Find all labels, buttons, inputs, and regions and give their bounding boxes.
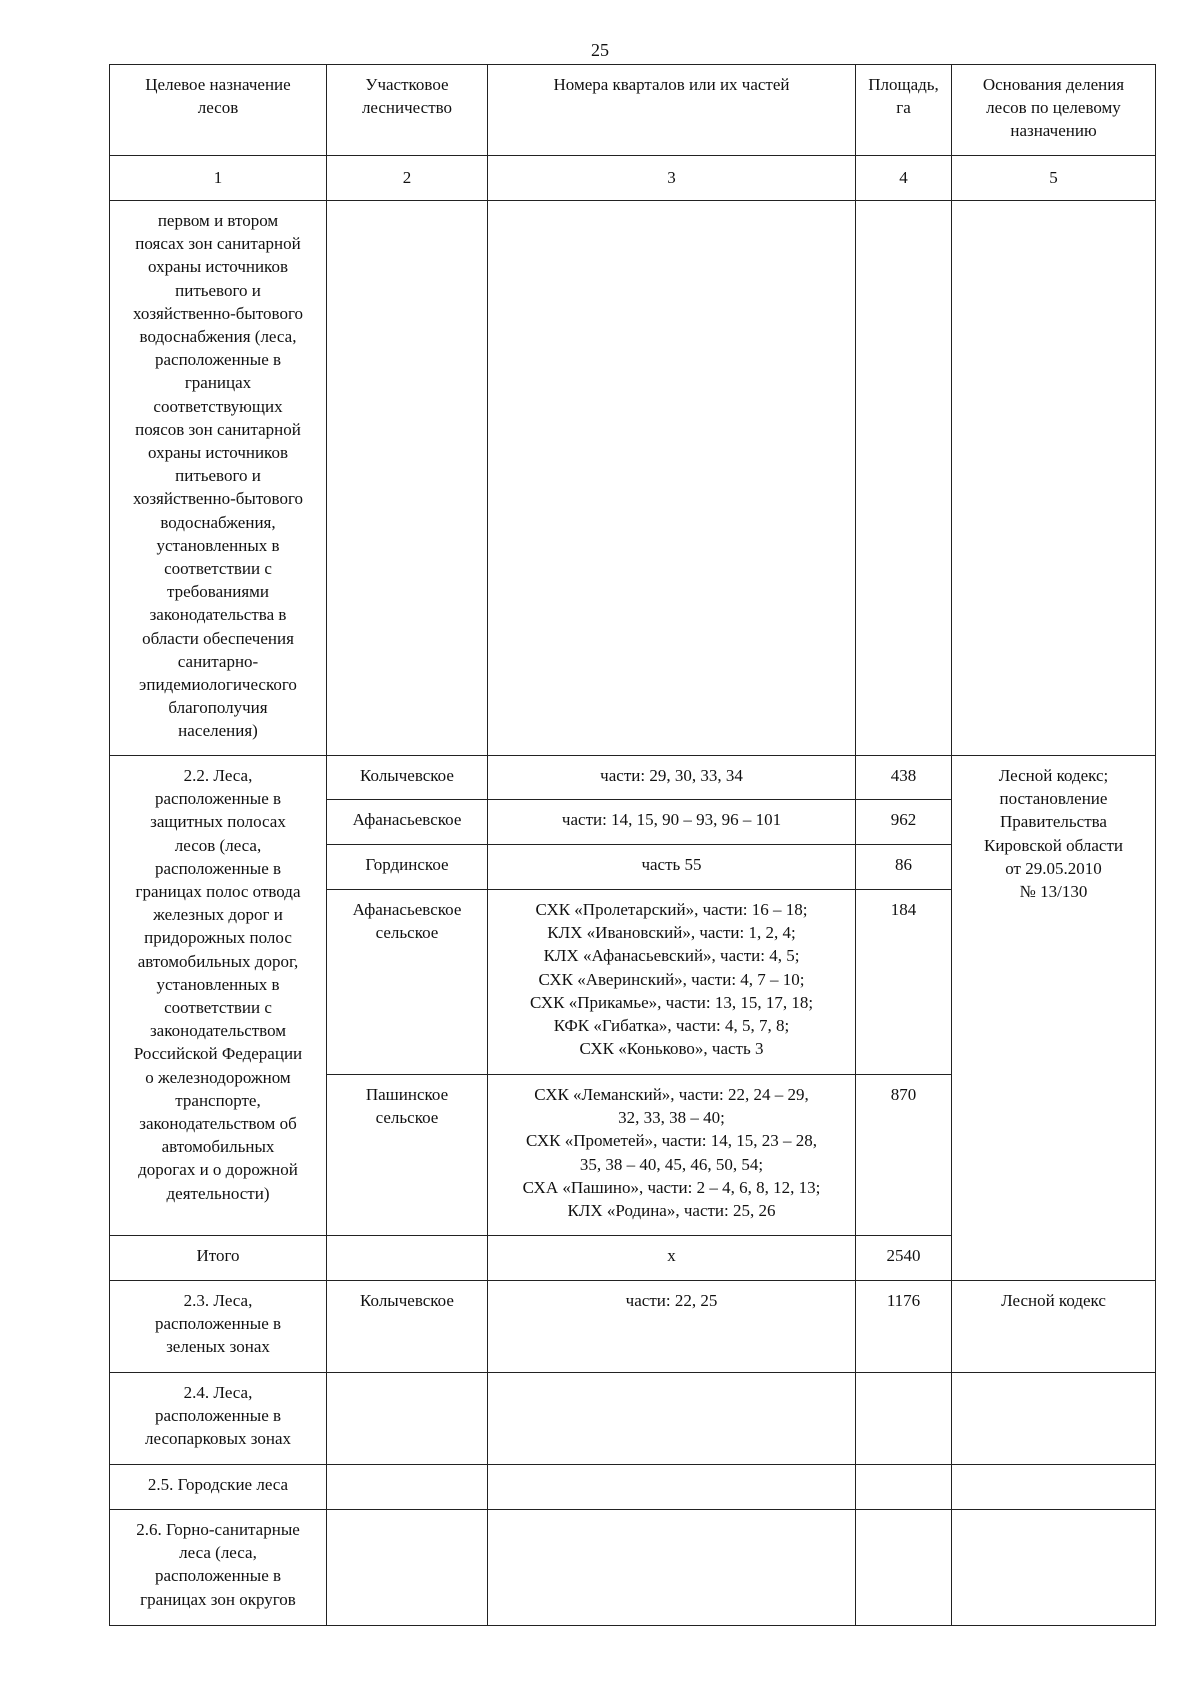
text-line: 32, 33, 38 – 40; — [618, 1108, 725, 1128]
column-number-1: 1 — [110, 156, 327, 201]
text-line: СХК «Прометей», части: 14, 15, 23 – 28, — [526, 1131, 817, 1151]
forest-purpose-table — [109, 64, 1156, 1626]
text-line: о железнодорожном — [145, 1067, 291, 1087]
text-line: питьевого и — [175, 466, 261, 486]
text-line: населения) — [178, 721, 258, 741]
text-line: расположенные в — [154, 789, 282, 809]
column-number-3: 3 — [488, 156, 856, 201]
purpose-cell-2-2 — [110, 756, 327, 1236]
text-line: поясах зон санитарной — [135, 234, 301, 254]
quarters-cell — [488, 800, 856, 845]
purpose-cell-2-5 — [110, 1465, 327, 1510]
column-number-2: 2 — [327, 156, 488, 201]
area-cell: 1176 — [856, 1281, 952, 1373]
text-line: транспорте, — [175, 1090, 261, 1110]
text-line: границах полос отвода — [135, 882, 301, 902]
text-line: Афанасьевское — [352, 810, 462, 829]
text-line: питьевого и — [175, 280, 261, 300]
text-line: первом и втором — [157, 211, 279, 230]
text-line: законодательством — [149, 1021, 287, 1041]
text-line: дорогах и о дорожной — [138, 1160, 298, 1180]
purpose-cell-water-protection — [110, 201, 327, 756]
header-basis — [952, 65, 1156, 156]
text-line: лесов по целевому — [986, 98, 1121, 118]
text-line: установленных в — [156, 974, 280, 994]
text-line: установленных в — [156, 535, 280, 555]
text-line: Лесной кодекс; — [998, 766, 1109, 785]
text-line: лесопарковых зонах — [145, 1429, 291, 1449]
text-line: 2.5. Городские леса — [147, 1475, 289, 1494]
basis-cell-empty — [952, 1510, 1156, 1626]
basis-cell-empty — [952, 1373, 1156, 1465]
text-line: Номера кварталов или их частей — [553, 75, 790, 94]
text-line: требованиями — [166, 582, 270, 602]
text-line: леса (леса, — [179, 1543, 257, 1563]
area-cell: 184 — [856, 890, 952, 1075]
header-row — [110, 65, 1156, 156]
text-line: деятельности) — [166, 1183, 270, 1203]
text-line: законодательства в — [149, 605, 287, 625]
text-line: части: 29, 30, 33, 34 — [600, 766, 743, 785]
text-line: расположенные в — [154, 350, 282, 370]
quarters-cell — [488, 1281, 856, 1373]
quarters-cell — [488, 890, 856, 1075]
quarters-cell-empty — [488, 1373, 856, 1465]
text-line: постановление — [999, 789, 1108, 809]
text-line: хозяйственно-бытового — [132, 489, 304, 509]
text-line: расположенные в — [154, 1406, 282, 1426]
quarters-cell-empty — [488, 1510, 856, 1626]
text-line: Российской Федерации — [133, 1044, 303, 1064]
page-number: 25 — [591, 40, 609, 60]
district-cell-empty — [327, 1465, 488, 1510]
basis-cell-2-3 — [952, 1281, 1156, 1373]
quarters-cell-empty — [488, 1465, 856, 1510]
text-line: 2.6. Горно-санитарные — [136, 1520, 300, 1539]
text-line: СХК «Прикамье», части: 13, 15, 17, 18; — [529, 992, 814, 1012]
text-line: часть 55 — [641, 855, 702, 874]
text-line: Гординское — [365, 855, 449, 874]
text-line: СХК «Коньково», часть 3 — [579, 1039, 764, 1059]
quarters-cell — [488, 1075, 856, 1236]
text-line: КЛХ «Родина», части: 25, 26 — [567, 1201, 776, 1221]
district-cell-empty — [327, 201, 488, 756]
district-cell-empty — [327, 1373, 488, 1465]
text-line: области обеспечения — [142, 628, 294, 648]
text-line: расположенные в — [154, 1566, 282, 1586]
purpose-cell-2-4 — [110, 1373, 327, 1465]
text-line: водоснабжения (леса, — [139, 327, 297, 347]
district-cell — [327, 1075, 488, 1236]
column-number-5: 5 — [952, 156, 1156, 201]
text-line: Пашинское — [365, 1085, 449, 1104]
text-line: от 29.05.2010 — [1005, 858, 1102, 878]
text-line: водоснабжения, — [160, 512, 276, 532]
text-line: Лесной кодекс — [1001, 1291, 1106, 1310]
text-line: благополучия — [168, 698, 268, 718]
text-line: части: 22, 25 — [625, 1291, 718, 1310]
text-line: Основания деления — [982, 75, 1125, 94]
text-line: КФК «Гибатка», части: 4, 5, 7, 8; — [553, 1016, 790, 1036]
text-line: 2.2. Леса, — [183, 766, 253, 785]
text-line: границах — [184, 373, 252, 393]
total-quarters: x — [488, 1236, 856, 1281]
text-line: соответствующих — [153, 396, 283, 416]
district-cell — [327, 800, 488, 845]
text-line: 35, 38 – 40, 45, 46, 50, 54; — [579, 1154, 764, 1174]
table-row-2-2-kolychevskoe — [110, 756, 1156, 800]
text-line: Целевое назначение — [145, 75, 291, 94]
text-line: лесов — [197, 98, 239, 118]
column-number-4: 4 — [856, 156, 952, 201]
table-row-2-4 — [110, 1373, 1156, 1465]
text-line: границах зон округов — [140, 1589, 296, 1609]
area-cell: 870 — [856, 1075, 952, 1236]
text-line: охраны источников — [148, 443, 288, 463]
text-line: придорожных полос — [144, 928, 292, 948]
total-label: Итого — [110, 1236, 327, 1281]
area-cell: 86 — [856, 845, 952, 890]
text-line: лесничество — [361, 98, 453, 118]
header-quarters — [488, 65, 856, 156]
text-line: железных дорог и — [153, 905, 283, 925]
basis-cell-empty — [952, 201, 1156, 756]
basis-cell-empty — [952, 1465, 1156, 1510]
text-line: Афанасьевское — [352, 900, 462, 919]
basis-cell-2-2 — [952, 756, 1156, 1281]
text-line: 2.3. Леса, — [183, 1291, 253, 1310]
text-line: СХК «Аверинский», части: 4, 7 – 10; — [538, 969, 805, 989]
text-line: Площадь, — [868, 75, 939, 94]
text-line: охраны источников — [148, 257, 288, 277]
text-line: эпидемиологического — [139, 675, 297, 695]
text-line: КЛХ «Ивановский», части: 1, 2, 4; — [547, 923, 796, 943]
text-line: расположенные в — [154, 858, 282, 878]
table-row-2-6 — [110, 1510, 1156, 1626]
text-line: Кировской области — [984, 835, 1123, 855]
text-line: расположенные в — [154, 1314, 282, 1334]
quarters-cell — [488, 845, 856, 890]
text-line: Правительства — [1000, 812, 1107, 832]
district-cell — [327, 756, 488, 800]
text-line: Участковое — [365, 75, 449, 94]
quarters-cell-empty — [488, 201, 856, 756]
district-cell — [327, 845, 488, 890]
area-cell: 962 — [856, 800, 952, 845]
text-line: зеленых зонах — [166, 1337, 270, 1357]
district-cell-empty — [327, 1510, 488, 1626]
quarters-cell — [488, 756, 856, 800]
header-area — [856, 65, 952, 156]
purpose-cell-2-3 — [110, 1281, 327, 1373]
table-row-2-5 — [110, 1465, 1156, 1510]
area-cell-empty — [856, 1465, 952, 1510]
text-line: га — [896, 98, 911, 118]
area-cell-empty — [856, 201, 952, 756]
table-row-water-protection — [110, 201, 1156, 756]
column-number-row — [110, 156, 1156, 201]
text-line: лесов (леса, — [174, 835, 262, 855]
text-line: поясов зон санитарной — [135, 419, 301, 439]
text-line: СХК «Леманский», части: 22, 24 – 29, — [534, 1085, 809, 1104]
text-line: сельское — [375, 1108, 439, 1128]
text-line: санитарно- — [177, 651, 259, 671]
area-cell-empty — [856, 1373, 952, 1465]
total-district-empty — [327, 1236, 488, 1281]
text-line: соответствии с — [164, 998, 272, 1018]
text-line: Колычевское — [360, 766, 454, 785]
area-cell-empty — [856, 1510, 952, 1626]
text-line: № 13/130 — [1019, 882, 1088, 902]
area-cell: 438 — [856, 756, 952, 800]
district-cell — [327, 1281, 488, 1373]
header-purpose — [110, 65, 327, 156]
text-line: 2.4. Леса, — [183, 1383, 253, 1402]
text-line: части: 14, 15, 90 – 93, 96 – 101 — [561, 810, 782, 829]
text-line: Колычевское — [360, 1291, 454, 1310]
purpose-cell-2-6 — [110, 1510, 327, 1626]
text-line: законодательством об — [139, 1114, 297, 1134]
header-district — [327, 65, 488, 156]
text-line: хозяйственно-бытового — [132, 303, 304, 323]
table-row-2-3 — [110, 1281, 1156, 1373]
text-line: назначению — [1010, 121, 1097, 141]
total-area: 2540 — [856, 1236, 952, 1281]
text-line: автомобильных — [161, 1137, 275, 1157]
text-line: соответствии с — [164, 559, 272, 579]
text-line: КЛХ «Афанасьевский», части: 4, 5; — [543, 946, 800, 966]
text-line: СХА «Пашино», части: 2 – 4, 6, 8, 12, 13; — [522, 1177, 821, 1197]
text-line: сельское — [375, 923, 439, 943]
text-line: защитных полосах — [150, 812, 286, 832]
district-cell — [327, 890, 488, 1075]
text-line: СХК «Пролетарский», части: 16 – 18; — [535, 900, 808, 919]
text-line: автомобильных дорог, — [137, 951, 299, 971]
